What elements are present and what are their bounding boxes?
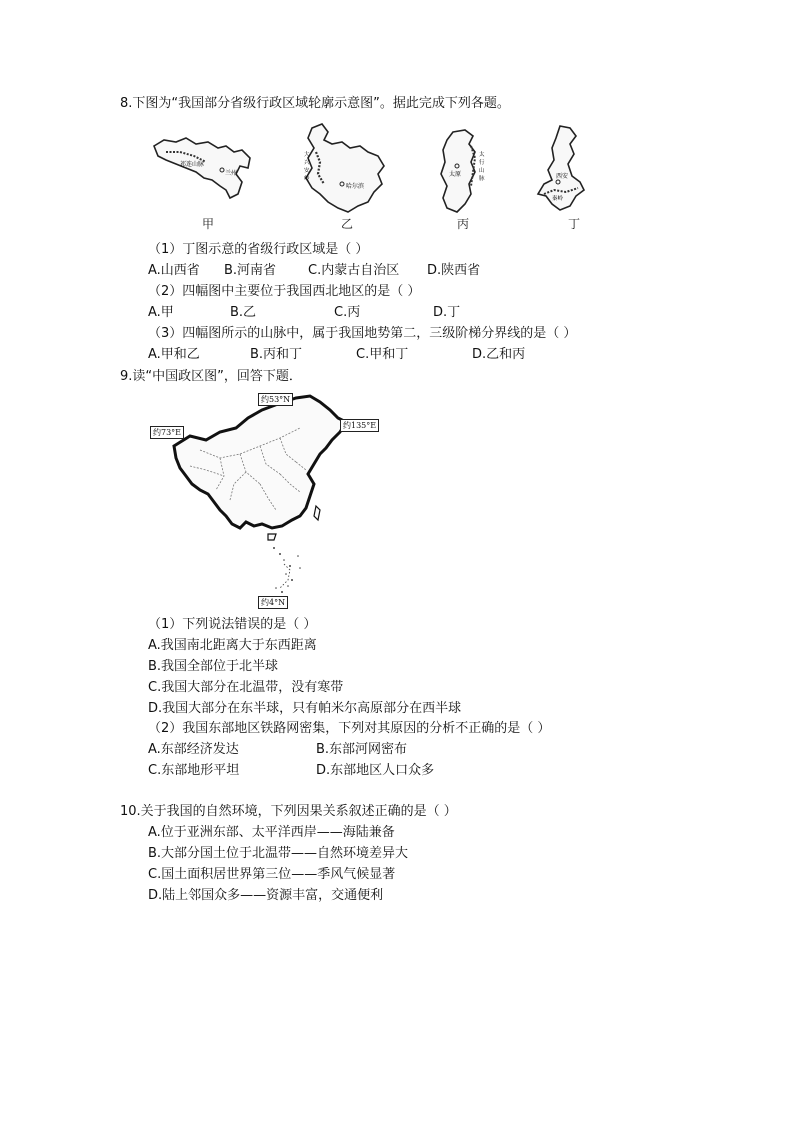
- svg-text:太: 太: [479, 152, 485, 158]
- q9-sub1-option-d[interactable]: D.我国大部分在东半球，只有帕米尔高原部分在西半球: [148, 701, 462, 716]
- map-label-bing: 丙: [457, 217, 470, 231]
- tag-53n: 约53°N: [258, 393, 293, 406]
- svg-text:秦岭: 秦岭: [552, 196, 564, 202]
- q8-sub1-option-a[interactable]: A.山西省: [148, 263, 200, 278]
- q8-sub2: （2）四幅图中主要位于我国西北地区的是（ ）: [148, 284, 421, 299]
- q9-sub2-option-b[interactable]: B.东部河网密布: [316, 742, 408, 757]
- q8-sub2-option-d[interactable]: D.丁: [433, 305, 461, 320]
- q9-sub1-option-a[interactable]: A.我国南北距离大于东西距离: [148, 638, 317, 653]
- svg-text:西安: 西安: [556, 173, 569, 180]
- q10-option-a[interactable]: A.位于亚洲东部、太平洋西岸——海陆兼备: [148, 825, 395, 840]
- q9-sub1-option-b[interactable]: B.我国全部位于北半球: [148, 659, 279, 674]
- q8-stem: 8.下图为“我国部分省级行政区域轮廓示意图”。据此完成下列各题。: [120, 96, 510, 111]
- map-bing-shanxi: [435, 128, 495, 216]
- q8-sub2-option-c[interactable]: C.丙: [334, 305, 361, 320]
- svg-text:脉: 脉: [479, 176, 485, 182]
- svg-text:行: 行: [479, 160, 485, 166]
- map-ding-shaanxi: [530, 124, 594, 216]
- q9-stem: 9.读“中国政区图”，回答下题．: [120, 369, 302, 384]
- q10-option-b[interactable]: B.大部分国土位于北温带——自然环境差异大: [148, 846, 409, 861]
- q8-sub1-option-d[interactable]: D.陕西省: [427, 263, 481, 278]
- svg-text:哈尔滨: 哈尔滨: [346, 183, 365, 190]
- map-label-jia: 甲: [202, 217, 215, 231]
- q8-sub3-option-b[interactable]: B.丙和丁: [250, 347, 303, 362]
- q9-sub2: （2）我国东部地区铁路网密集，下列对其原因的分析不正确的是（ ）: [148, 721, 551, 736]
- map-label-yi: 乙: [341, 217, 354, 231]
- svg-text:山: 山: [479, 168, 485, 174]
- q8-sub2-option-a[interactable]: A.甲: [148, 305, 174, 320]
- tag-4n: 约4°N: [258, 596, 288, 609]
- tag-135e: 约135°E: [340, 419, 379, 432]
- svg-text:太原: 太原: [449, 171, 462, 178]
- q9-sub2-option-d[interactable]: D.东部地区人口众多: [316, 763, 435, 778]
- q8-sub1-option-c[interactable]: C.内蒙古自治区: [308, 263, 400, 278]
- map-jia-gansu: [150, 128, 260, 208]
- tag-73e: 约73°E: [150, 426, 184, 439]
- q10-option-d[interactable]: D.陆上邻国众多——资源丰富，交通便利: [148, 888, 384, 903]
- q9-sub2-option-c[interactable]: C.东部地形平坦: [148, 763, 240, 778]
- svg-text:大: 大: [304, 152, 310, 158]
- q8-sub3-option-a[interactable]: A.甲和乙: [148, 347, 200, 362]
- svg-text:兴: 兴: [304, 160, 310, 166]
- q10-stem: 10.关于我国的自然环境，下列因果关系叙述正确的是（ ）: [120, 804, 457, 819]
- q9-sub2-option-a[interactable]: A.东部经济发达: [148, 742, 239, 757]
- q8-sub3-option-c[interactable]: C.甲和丁: [356, 347, 409, 362]
- q9-sub1-option-c[interactable]: C.我国大部分在北温带，没有寒带: [148, 680, 344, 695]
- svg-text:兰州: 兰州: [225, 170, 238, 177]
- map-label-ding: 丁: [568, 217, 581, 231]
- q8-sub3-option-d[interactable]: D.乙和丙: [472, 347, 526, 362]
- svg-text:祁连山脉: 祁连山脉: [180, 161, 205, 168]
- q8-sub1-option-b[interactable]: B.河南省: [224, 263, 277, 278]
- map-yi-heilongjiang: [298, 122, 388, 214]
- q8-sub1: （1）丁图示意的省级行政区域是（ ）: [148, 242, 369, 257]
- svg-text:安: 安: [304, 168, 310, 174]
- q8-sub2-option-b[interactable]: B.乙: [230, 305, 257, 320]
- svg-text:岭: 岭: [304, 176, 310, 182]
- q10-option-c[interactable]: C.国土面积居世界第三位——季风气候显著: [148, 867, 396, 882]
- q8-sub3: （3）四幅图所示的山脉中，属于我国地势第二，三级阶梯分界线的是（ ）: [148, 326, 577, 341]
- q9-sub1: （1）下列说法错误的是（ ）: [148, 617, 317, 632]
